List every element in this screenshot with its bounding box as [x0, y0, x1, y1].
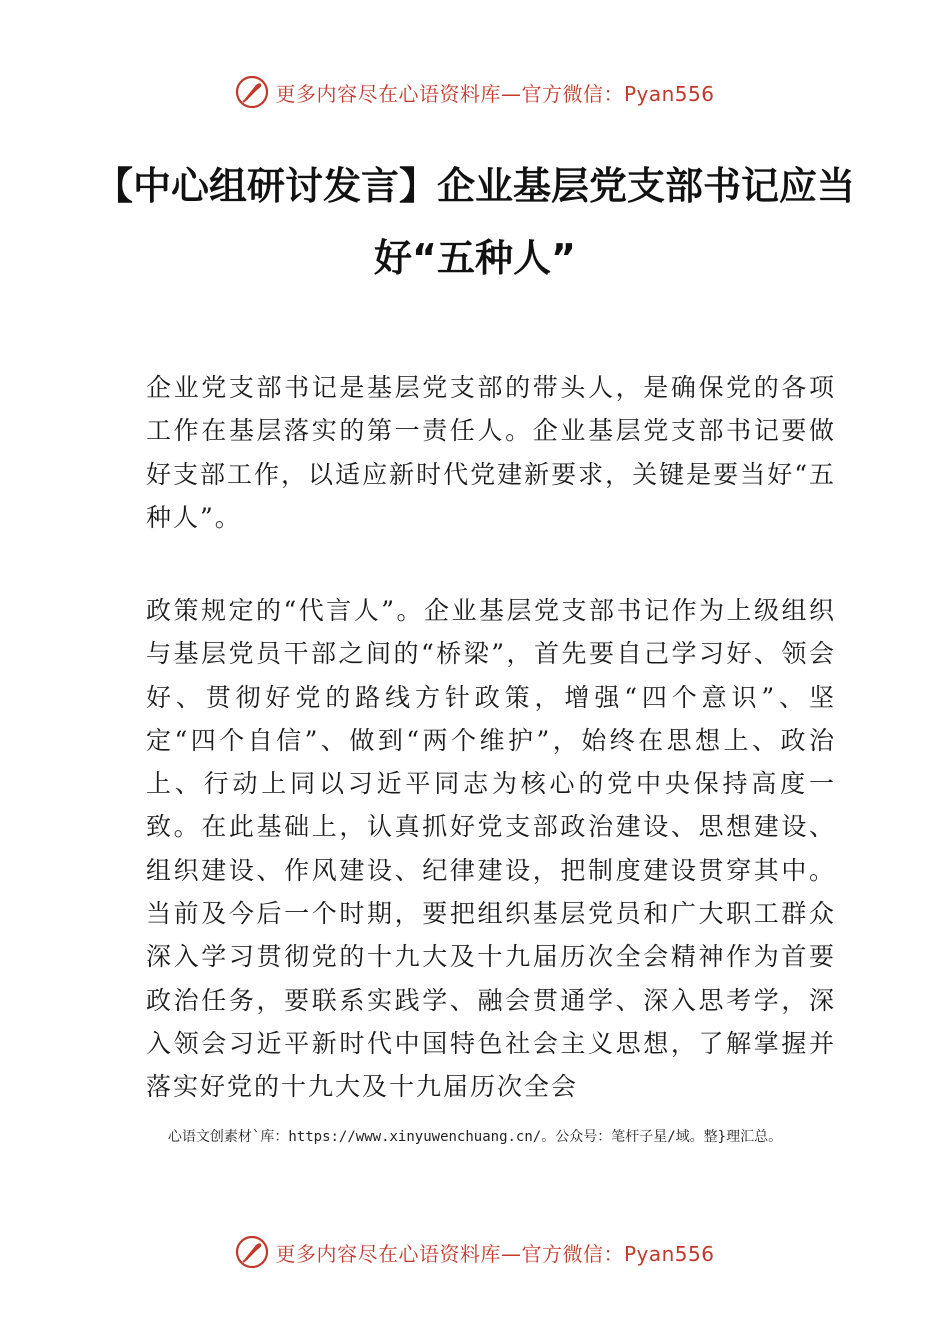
quill-pen-logo-icon — [235, 1235, 269, 1269]
header-banner-text: 更多内容尽在心语资料库—官方微信：Pyan556 — [275, 81, 715, 106]
paragraph-spokesperson: 政策规定的“代言人”。企业基层党支部书记作为上级组织与基层党员干部之间的“桥梁”，首先要自己学习好、领会好、贯彻好党的路线方针政策，增强“四个意识”、坚定“四个自信”、做到“两个维护”，始终在思想上、政治上、行动上同以习近平同志为核心的党中央保持高度一致。在此基础上，认真抓好党支部政治建设、思想建设、组织建设、作风建设、纪律建设，把制度建设贯穿其中。当前及今后一个时期，要把组织基层党员和广大职工群众深入学习贯彻党的十九大及十九届历次全会精神作为首要政治任务，要联系实践学、融会贯通学、深入思考学，深入领会习近平新时代中国特色社会主义思想，了解掌握并落实好党的十九大及十九届历次全会 — [146, 596, 836, 1102]
footer-banner-text: 更多内容尽在心语资料库—官方微信：Pyan556 — [275, 1241, 715, 1266]
quill-pen-logo-icon — [235, 75, 269, 109]
footer-banner — [0, 1232, 950, 1272]
document-title: 【中心组研讨发言】企业基层党支部书记应当好“五种人” — [94, 164, 855, 280]
paragraph-intro: 企业党支部书记是基层党支部的带头人，是确保党的各项工作在基层落实的第一责任人。企业基层党支部书记要做好支部工作，以适应新时代党建新要求，关键是要当好“五种人”。 — [146, 373, 836, 532]
header-banner — [0, 72, 950, 112]
source-footnote: 心语文创素材`库：https://www.xinyuwenchuang.cn/。公众号：笔杆子星/域。整}理汇总。 — [167, 1129, 783, 1145]
